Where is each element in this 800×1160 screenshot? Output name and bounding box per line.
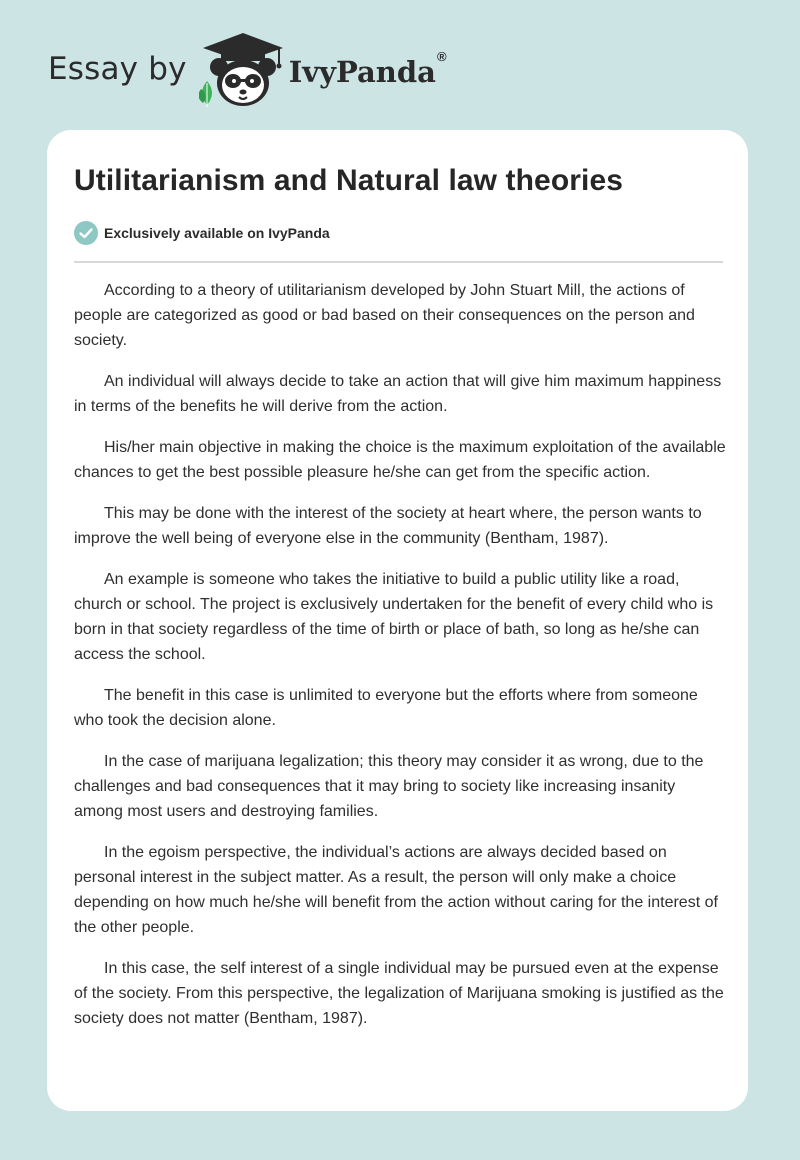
paragraph: This may be done with the interest of the society at heart where, the person wants to improve the well being of everyone else in the community (Bentham, 1987). xyxy=(74,505,702,547)
registered-mark: ® xyxy=(436,49,447,64)
paragraph: The benefit in this case is unlimited to everyone but the efforts where from someone who took the decision alone. xyxy=(74,687,698,729)
site-header xyxy=(48,30,447,110)
essay-by-label: Essay by xyxy=(48,51,187,87)
page-title: Utilitarianism and Natural law theories xyxy=(74,164,624,197)
check-circle-icon xyxy=(74,221,98,245)
brand-name-text: IvyPanda xyxy=(288,55,436,89)
paragraph: An example is someone who takes the initiative to build a public utility like a road, church or school. The project is exclusively undertaken for the benefit of every child who is born in that society regardless of the time of birth or place of bath, so long as he/she can access the school. xyxy=(74,571,714,663)
paragraph: According to a theory of utilitarianism developed by John Stuart Mill, the actions of people are categorized as good or bad based on their consequences on the person and society. xyxy=(74,282,695,349)
essay-card xyxy=(47,130,748,1111)
paragraph: In the egoism perspective, the individual’s actions are always decided based on personal interest in the subject matter. As a result, the person will only make a choice depending on how much he/she will benefit from the action without caring for the interest of the other people. xyxy=(74,844,718,936)
exclusive-badge xyxy=(74,221,330,245)
brand-name xyxy=(288,49,447,89)
paragraph: His/her main objective in making the choice is the maximum exploitation of the available chances to get the best possible pleasure he/she can get from the specific action. xyxy=(74,439,726,481)
paragraph: In the case of marijuana legalization; this theory may consider it as wrong, due to the challenges and bad consequences that it may bring to society like increasing insanity among most users and destroying families. xyxy=(74,753,704,820)
divider xyxy=(74,261,723,263)
paragraph: An individual will always decide to take an action that will give him maximum happiness in terms of the benefits he will derive from the action. xyxy=(74,373,722,415)
panda-graduate-icon xyxy=(199,31,287,109)
badge-label: Exclusively available on IvyPanda xyxy=(104,225,330,241)
paragraph: In this case, the self interest of a single individual may be pursued even at the expense of the society. From this perspective, the legalization of Marijuana smoking is justified as the society does not matter (Bentham, 1987). xyxy=(74,960,724,1027)
essay-body xyxy=(74,278,726,1047)
